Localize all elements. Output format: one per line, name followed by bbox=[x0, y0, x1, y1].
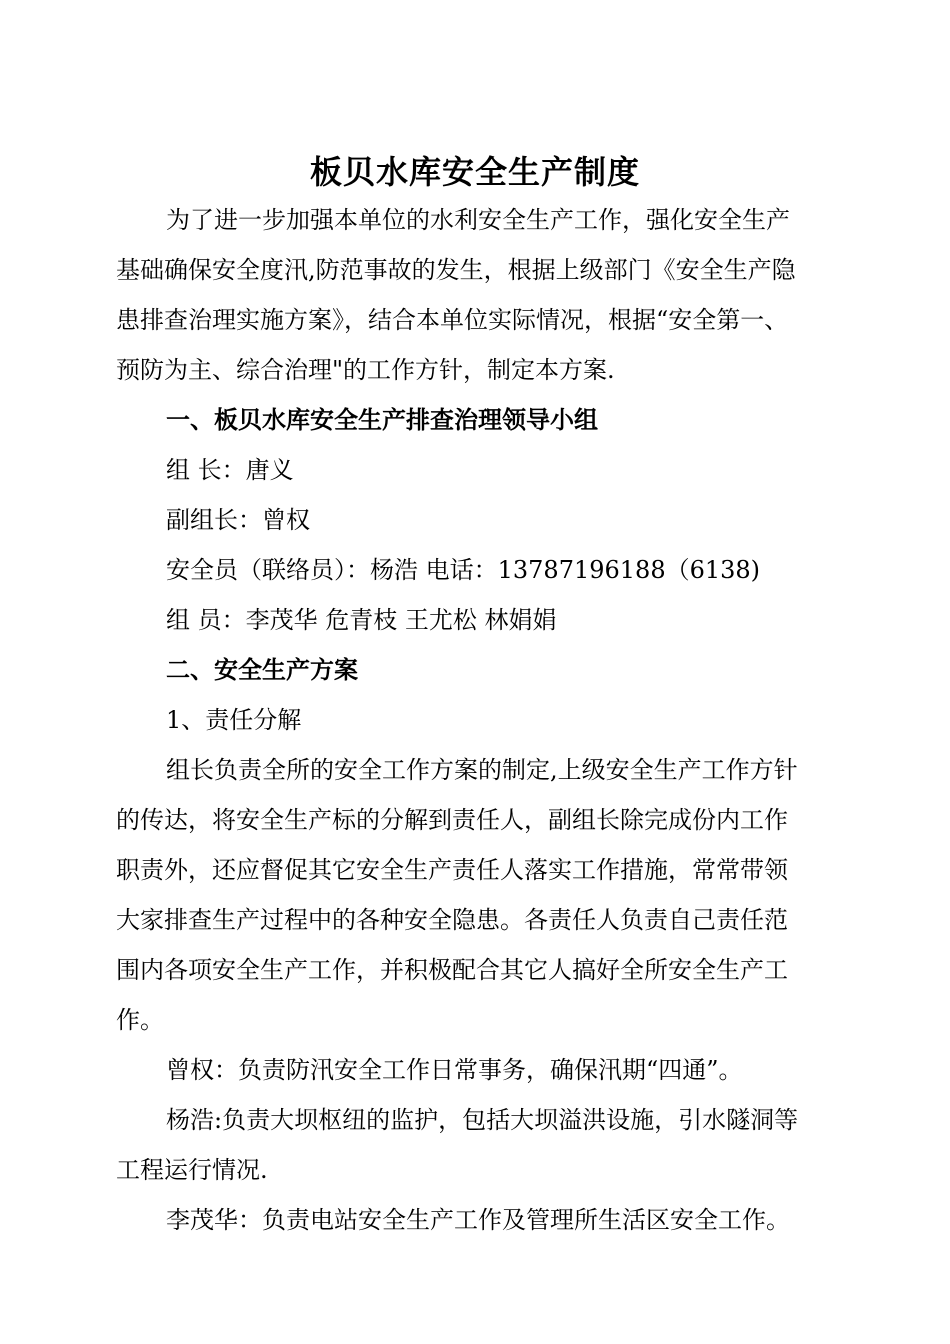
paragraph-line: 基础确保安全度汛,防范事故的发生，根据上级部门《安全生产隐 bbox=[116, 256, 796, 284]
paragraph-line: 的传达，将安全生产标的分解到责任人，副组长除完成份内工作 bbox=[116, 806, 788, 834]
paragraph-line: 围内各项安全生产工作，并积极配合其它人搞好全所安全生产工 bbox=[116, 956, 788, 984]
document-title: 板贝水库安全生产制度 bbox=[309, 153, 640, 191]
subsection-heading: 1、责任分解 bbox=[166, 706, 302, 734]
paragraph-line: 预防为主、综合治理"的工作方针，制定本方案. bbox=[116, 356, 615, 384]
paragraph-line: 工程运行情况. bbox=[116, 1156, 268, 1184]
paragraph-line: 为了进一步加强本单位的水利安全生产工作，强化安全生产 bbox=[166, 206, 790, 234]
duty-line-li-maohua: 李茂华：负责电站安全生产工作及管理所生活区安全工作。 bbox=[166, 1206, 790, 1234]
section-heading-leadership-group: 一、板贝水库安全生产排查治理领导小组 bbox=[166, 406, 598, 434]
paragraph-line: 组长负责全所的安全工作方案的制定,上级安全生产工作方针 bbox=[166, 756, 798, 784]
group-leader-line: 组 长：唐义 bbox=[166, 456, 294, 484]
paragraph-line: 作。 bbox=[116, 1006, 164, 1034]
section-heading-safety-plan: 二、安全生产方案 bbox=[166, 656, 358, 684]
paragraph-line: 职责外，还应督促其它安全生产责任人落实工作措施，常常带领 bbox=[116, 856, 788, 884]
paragraph-line: 大家排查生产过程中的各种安全隐患。各责任人负责自己责任范 bbox=[116, 906, 788, 934]
duty-line-zeng-quan: 曾权：负责防汛安全工作日常事务，确保汛期“四通”。 bbox=[166, 1056, 743, 1084]
duty-line-yang-hao: 杨浩:负责大坝枢纽的监护，包括大坝溢洪设施，引水隧洞等 bbox=[166, 1106, 799, 1134]
safety-officer-line: 安全员（联络员）：杨浩 电话：13787196188（6138) bbox=[166, 556, 761, 584]
group-members-line: 组 员：李茂华 危青枝 王尤松 林娟娟 bbox=[166, 606, 557, 634]
deputy-leader-line: 副组长：曾权 bbox=[166, 506, 310, 534]
paragraph-line: 患排查治理实施方案》，结合本单位实际情况，根据“安全第一、 bbox=[116, 306, 789, 334]
